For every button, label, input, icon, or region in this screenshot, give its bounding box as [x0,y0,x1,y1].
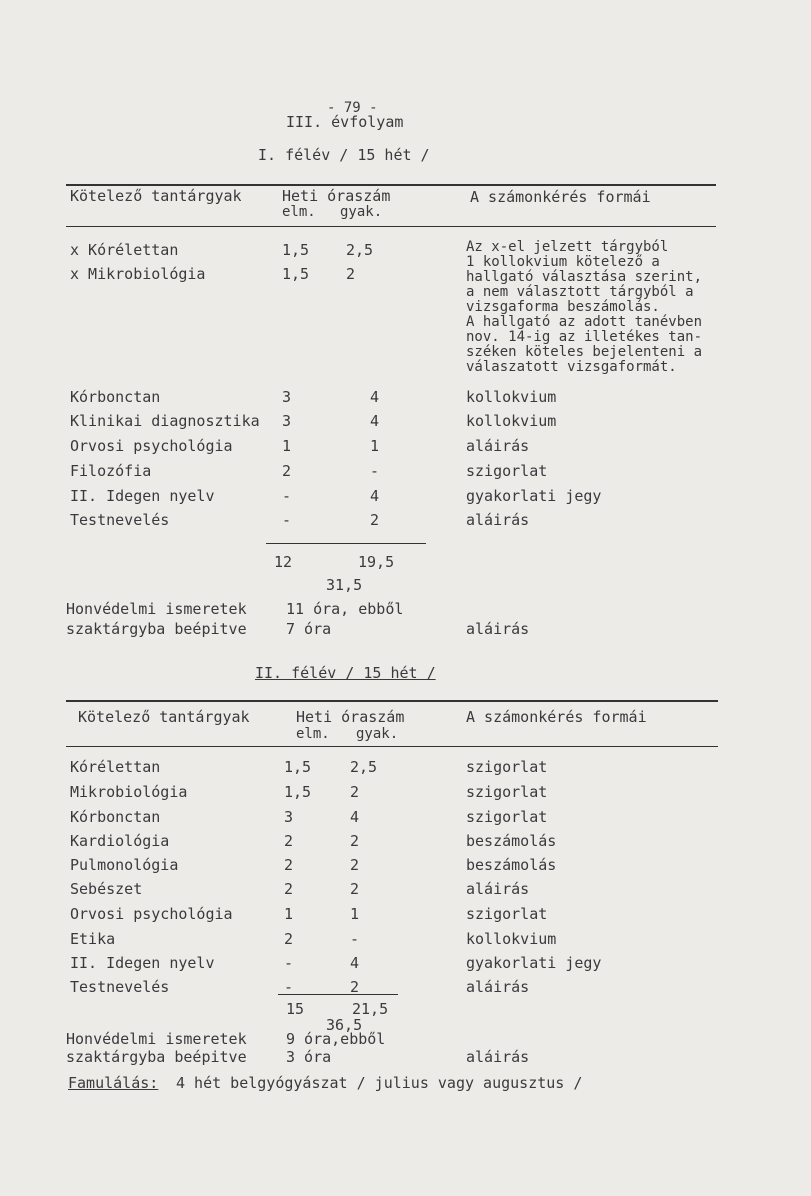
lecture-hours: 1,5 [282,241,310,259]
lecture-hours: 1 [284,905,294,923]
exam-form: beszámolás [466,832,557,850]
lecture-hours: - [284,978,294,996]
exam-form: szigorlat [466,783,548,801]
exam-form: aláirás [466,880,530,898]
practice-hours: 4 [370,388,380,406]
lecture-hours: - [284,954,294,972]
subject-name: Orvosi psychológia [70,437,233,455]
subject-name: Pulmonológia [70,856,179,874]
subject-name: Filozófia [70,462,152,480]
practice-hours: 2,5 [346,241,374,259]
practice-hours: - [350,930,360,948]
defense-hours: 11 óra, ebből [286,600,404,618]
defense-studies-sublabel: szaktárgyba beépitve [66,620,247,638]
lecture-hours: 3 [282,388,292,406]
practice-hours: 2 [350,832,360,850]
table-2-header-forms: A számonkérés formái [466,708,647,726]
practice-hours: 2 [350,978,360,996]
practice-hours: 4 [350,808,360,826]
subject-name: II. Idegen nyelv [70,487,215,505]
exam-form: szigorlat [466,905,548,923]
subject-name: Kórélettan [70,758,161,776]
exam-form: kollokvium [466,388,557,406]
table-1-header-rule [66,226,716,227]
subject-name: Kardiológia [70,832,170,850]
total-lecture: 12 [274,553,293,571]
practice-hours: 4 [350,954,360,972]
total-practice: 21,5 [352,1000,389,1018]
lecture-hours: - [282,487,292,505]
exam-form: kollokvium [466,930,557,948]
subject-name: Testnevelés [70,511,170,529]
lecture-hours: 2 [284,832,294,850]
lecture-hours: 3 [282,412,292,430]
table-1-header-forms: A számonkérés formái [470,188,651,206]
exam-form: szigorlat [466,758,548,776]
subject-name: Kórbonctan [70,388,161,406]
internship-text: 4 hét belgyógyászat / julius vagy augusztus / [176,1074,583,1092]
subject-name: x Mikrobiológia [70,265,206,283]
subject-name: Etika [70,930,116,948]
practice-hours: 1 [350,905,360,923]
subject-name: Klinikai diagnosztika [70,412,260,430]
subject-name: Testnevelés [70,978,170,996]
grand-total: 31,5 [326,576,363,594]
practice-hours: 4 [370,412,380,430]
defense-studies-label: Honvédelmi ismeretek [66,1030,247,1048]
subject-name: Orvosi psychológia [70,905,233,923]
defense-exam-form: aláirás [466,620,530,638]
table-2-header-lecture: elm. [296,726,330,742]
table-1-top-rule [66,184,716,186]
lecture-hours: 3 [284,808,294,826]
exam-form: gyakorlati jegy [466,487,602,505]
table-1-header-lecture: elm. [282,204,316,220]
table-2-header-hours: Heti óraszám [296,708,405,726]
exam-form: szigorlat [466,462,548,480]
exam-form: szigorlat [466,808,548,826]
elective-exam-note: Az x-el jelzett tárgyból 1 kollokvium kötelező a hallgató választása szerint, a nem választott tárgyból a vizsgaforma beszámolás. A hallgató az adott tanévben nov. 14-ig az illetékes tan- széken köteles bejelenteni a válaszatott vizsgaformát. [466,239,703,375]
exam-form: beszámolás [466,856,557,874]
practice-hours: 4 [370,487,380,505]
table-2-header-rule [66,746,718,747]
exam-form: gyakorlati jegy [466,954,602,972]
table-1-header-hours: Heti óraszám [282,187,391,205]
defense-hours-integrated: 7 óra [286,620,332,638]
exam-form: kollokvium [466,412,557,430]
practice-hours: 2 [350,856,360,874]
subject-name: x Kórélettan [70,241,179,259]
lecture-hours: 1 [282,437,292,455]
grand-total: 36,5 [326,1016,363,1034]
lecture-hours: 2 [282,462,292,480]
total-practice: 19,5 [358,553,395,571]
defense-hours: 9 óra,ebből [286,1030,386,1048]
table-1-header-subject: Kötelező tantárgyak [70,187,242,205]
practice-hours: 2 [350,783,360,801]
exam-form: aláirás [466,437,530,455]
total-lecture: 15 [286,1000,305,1018]
practice-hours: 2 [346,265,356,283]
defense-hours-integrated: 3 óra [286,1048,332,1066]
subject-name: Sebészet [70,880,143,898]
table-2-top-rule [66,700,718,702]
lecture-hours: 1,5 [284,783,312,801]
practice-hours: 2 [350,880,360,898]
lecture-hours: 2 [284,880,294,898]
practice-hours: 1 [370,437,380,455]
practice-hours: 2,5 [350,758,378,776]
totals-rule [266,543,426,544]
course-title: III. évfolyam [286,113,404,131]
page-number: - 79 - [327,100,378,116]
lecture-hours: 2 [284,856,294,874]
subject-name: II. Idegen nyelv [70,954,215,972]
defense-exam-form: aláirás [466,1048,530,1066]
exam-form: aláirás [466,978,530,996]
practice-hours: - [370,462,380,480]
defense-studies-sublabel: szaktárgyba beépitve [66,1048,247,1066]
semester-1-title: I. félév / 15 hét / [258,146,430,164]
lecture-hours: 1,5 [284,758,312,776]
defense-studies-label: Honvédelmi ismeretek [66,600,247,618]
subject-name: Kórbonctan [70,808,161,826]
practice-hours: 2 [370,511,380,529]
semester-2-title: II. félév / 15 hét / [255,664,436,682]
lecture-hours: 2 [284,930,294,948]
exam-form: aláirás [466,511,530,529]
subject-name: Mikrobiológia [70,783,188,801]
table-2-header-practice: gyak. [356,726,399,742]
lecture-hours: 1,5 [282,265,310,283]
totals-rule [278,994,398,995]
table-1-header-practice: gyak. [340,204,383,220]
lecture-hours: - [282,511,292,529]
internship-label: Famulálás: [68,1074,159,1092]
table-2-header-subject: Kötelező tantárgyak [78,708,250,726]
